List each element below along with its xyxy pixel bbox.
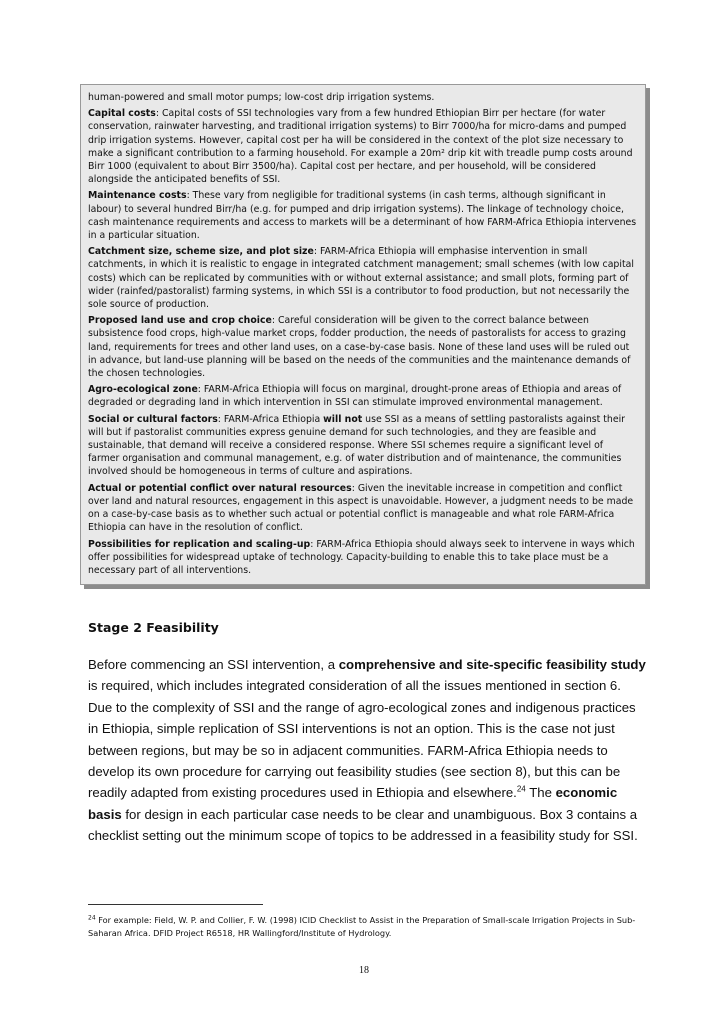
footnote [88, 914, 648, 940]
paragraph-text: for design in each particular case needs to be clear and unambiguous. Box 3 contains a checklist setting out the minimum scope of topics to be addressed in a feasibility study for SSI. [88, 806, 638, 844]
box-intro: human-powered and small motor pumps; low-cost drip irrigation systems. [88, 92, 435, 103]
footnote-number: 24 [88, 914, 96, 922]
paragraph-text: is required, which includes integrated consideration of all the issues mentioned in section 6. Due to the complexity of SSI and the range of agro-ecological zones and indigenous practices in Ethiopia, simple replication of SSI interventions is not an option. This is the case not just between regions, but may be so in adjacent communities. FARM-Africa Ethiopia needs to develop its own procedure for carrying out feasibility studies (see section 8), but this can be readily adapted from existing procedures used in Ethiopia and elsewhere. [88, 678, 636, 801]
box-item-capital-costs [88, 107, 637, 186]
box-item-text: : FARM-Africa Ethiopia will focus on marginal, drought-prone areas of Ethiopia and areas of degraded or degrading land in which intervention in SSI can stimulate improved environmental management. [88, 384, 622, 409]
paragraph-emphasis: economic basis [88, 785, 618, 822]
box-item-emphasis: will not [323, 413, 363, 425]
box-item-text: : FARM-Africa Ethiopia will emphasise intervention in small catchments, in which it is realistic to engage in integrated catchment management; small schemes (with low capital costs) which can be replicated by communities with or without external assistance; and small plots, forming part of wider (rainfed/pastoralist) farming systems, in which SSI is a contributor to food production, but not necessarily the sole source of production. [88, 246, 634, 311]
paragraph-emphasis: comprehensive and site-specific feasibility study [338, 657, 646, 672]
box-item-conflict [88, 482, 637, 535]
box-item-text: : Capital costs of SSI technologies vary from a few hundred Ethiopian Birr per hectare (for water conservation, rainwater harvesting, and traditional irrigation systems) to Birr 7000/ha for micro-dams and pumped drip irrigation systems. However, capital cost per ha will be considered in the context of the plot size necessary to make a significant contribution to a farming household. For example a 20m² drip kit with treadle pump costs around Birr 1000 (equivalent to about Birr 3500/ha). Capital cost per hectare, and per household, will be considered alongside the anticipated benefits of SSI. [88, 108, 633, 186]
section-heading: Stage 2 Feasibility [88, 620, 219, 635]
box-item-term: Agro-ecological zone [88, 384, 198, 396]
box-item-catchment-size [88, 245, 637, 311]
box-item-text: : Given the inevitable increase in competition and conflict over land and natural resources, engagement in this aspect is unavoidable. However, a judgment needs to be made on a case-by-case basis as to whether such actual or potential conflict is manageable and what role FARM-Africa Ethiopia can have in the resolution of conflict. [88, 482, 634, 534]
box-item-term: Social or cultural factors [88, 413, 218, 425]
box-item-text: : These vary from negligible for traditional systems (in cash terms, although significant in labour) to several hundred Birr/ha (e.g. for pumped and drip irrigation systems). The linkage of technology choice, cash maintenance requirements and access to markets will be a determinant of how FARM-Africa Ethiopia intervenes in a particular situation. [88, 190, 637, 242]
section-paragraph [88, 654, 648, 847]
footnote-text: For example: Field, W. P. and Collier, F. W. (1998) ICID Checklist to Assist in the Preparation of Small-scale Irrigation Projects in Sub-Saharan Africa. DFID Project R6518, HR Wallingford/Institute of Hydrology. [88, 915, 636, 938]
box-item-text: use SSI as a means of settling pastoralists against their will but if pastoralist communities express genuine demand for such technologies, and they are feasible and sustainable, that demand will receive a considered response. Where SSI schemes require a significant level of farmer organisation and communal management, e.g. of water distribution and of maintenance, the communities involved should be homogeneous in terms of culture and aspirations. [88, 413, 626, 478]
footnote-divider [88, 904, 263, 905]
paragraph-text: Before commencing an SSI intervention, a [88, 657, 339, 672]
page-number: 18 [359, 965, 369, 976]
box-item-replication [88, 538, 637, 578]
box-item-text: : Careful consideration will be given to the correct balance between subsistence food crops, high-value market crops, fodder production, the needs of pastoralists for access to grazing land, requirements for trees and other land uses, on a case-by-case basis. None of these land uses will be ruled out in advance, but land-use planning will be based on the needs of the communities and the maintenance demands of the chosen technologies. [88, 315, 631, 380]
box-item-term: Catchment size, scheme size, and plot size [88, 246, 314, 258]
box-item-text: : FARM-Africa Ethiopia [217, 413, 324, 425]
box-item-agro-ecological-zone [88, 383, 637, 409]
box-item-social-cultural [88, 413, 637, 479]
box-item-maintenance-costs [88, 189, 637, 242]
box-item-term: Possibilities for replication and scaling-up [88, 538, 311, 550]
footnote-reference[interactable]: 24 [516, 785, 526, 795]
box-item-term: Maintenance costs [88, 190, 187, 202]
box-item-text: : FARM-Africa Ethiopia should always seek to intervene in ways which offer possibilities for widespread uptake of technology. Capacity-building to enable this to take place must be a necessary part of all interventions. [88, 538, 635, 576]
box-item-term: Actual or potential conflict over natural resources [88, 482, 352, 494]
box-item-term: Capital costs [88, 108, 156, 120]
box-item-land-use [88, 314, 637, 380]
box-item-term: Proposed land use and crop choice [88, 315, 272, 327]
criteria-box [80, 84, 646, 585]
paragraph-text: The [525, 785, 556, 801]
